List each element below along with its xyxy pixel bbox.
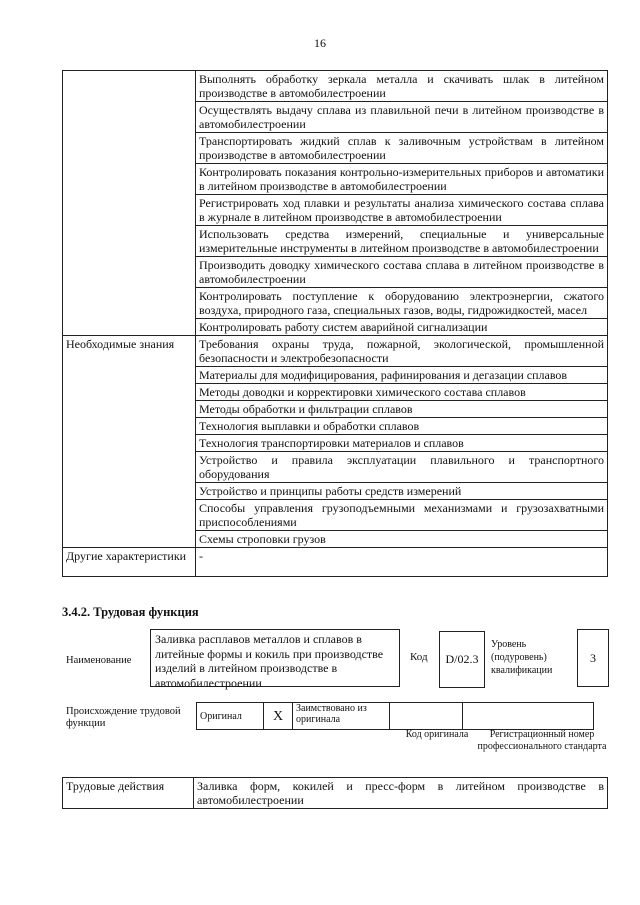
labor-actions-label-cell xyxy=(63,71,196,336)
knowledge-cell: Схемы строповки грузов xyxy=(196,531,608,548)
knowledge-cell: Технология транспортировки материалов и сплавов xyxy=(196,435,608,452)
knowledge-cell: Технология выплавки и обработки сплавов xyxy=(196,418,608,435)
table-row xyxy=(63,778,608,809)
actions-table xyxy=(62,777,608,809)
original-mark: X xyxy=(264,703,293,730)
origin-code-cell xyxy=(390,703,463,730)
section-title: 3.4.2. Трудовая функция xyxy=(62,605,199,619)
name-value-box: Заливка расплавов металлов и сплавов в литейные формы и кокиль при производстве изделий в литейном производстве в автомобилестроении xyxy=(150,629,400,687)
origin-table xyxy=(196,702,594,730)
code-value-box: D/02.3 xyxy=(439,631,485,688)
borrowed-label: Заимствовано из оригинала xyxy=(293,703,390,730)
knowledge-cell: Устройство и правила эксплуатации плавильного и транспортного оборудования xyxy=(196,452,608,483)
labor-action-cell: Контролировать поступление к оборудованию электроэнергии, сжатого воздуха, природного газа, специальных газов, воды, гидрожидкостей, масел xyxy=(196,288,608,319)
table-row xyxy=(197,703,594,730)
origin-label: Происхождение трудовой функции xyxy=(66,706,181,729)
other-characteristics-label: Другие характеристики xyxy=(63,548,196,577)
table-row xyxy=(63,71,608,102)
labor-action-cell: Использовать средства измерений, специальные и универсальные измерительные инструменты в литейном производстве в автомобилестроении xyxy=(196,226,608,257)
knowledge-cell: Устройство и принципы работы средств измерений xyxy=(196,483,608,500)
competency-table xyxy=(62,70,608,577)
knowledge-label: Необходимые знания xyxy=(63,336,196,548)
labor-action-cell: Производить доводку химического состава сплава в литейном производстве в автомобилестроении xyxy=(196,257,608,288)
knowledge-cell: Методы доводки и корректировки химического состава сплавов xyxy=(196,384,608,401)
other-characteristics-value: - xyxy=(196,548,608,577)
knowledge-cell: Материалы для модифицирования, рафинирования и дегазации сплавов xyxy=(196,367,608,384)
qualification-level-label: Уровень (подуровень) квалификации xyxy=(491,639,553,676)
page-number: 16 xyxy=(314,36,326,50)
labor-action-cell: Выполнять обработку зеркала металла и скачивать шлак в литейном производстве в автомобилестроении xyxy=(196,71,608,102)
knowledge-cell: Требования охраны труда, пожарной, экологической, промышленной безопасности и электробезопасности xyxy=(196,336,608,367)
origin-code-label: Код оригинала xyxy=(405,729,469,740)
original-label: Оригинал xyxy=(197,703,264,730)
labor-action-cell: Контролировать показания контрольно-измерительных приборов и автоматики в литейном производстве в автомобилестроении xyxy=(196,164,608,195)
reg-number-label: Регистрационный номер профессионального стандарта xyxy=(477,729,607,752)
name-label: Наименование xyxy=(66,655,132,666)
table-row xyxy=(63,336,608,367)
labor-action-cell: Контролировать работу систем аварийной сигнализации xyxy=(196,319,608,336)
action-cell: Заливка форм, кокилей и пресс-форм в литейном производстве в автомобилестроении xyxy=(194,778,608,809)
actions-label: Трудовые действия xyxy=(63,778,194,809)
table-row xyxy=(63,548,608,577)
knowledge-cell: Методы обработки и фильтрации сплавов xyxy=(196,401,608,418)
code-label: Код xyxy=(410,651,428,663)
labor-action-cell: Транспортировать жидкий сплав к заливочным устройствам в литейном производстве в автомобилестроении xyxy=(196,133,608,164)
labor-action-cell: Осуществлять выдачу сплава из плавильной печи в литейном производстве в автомобилестроении xyxy=(196,102,608,133)
qualification-level-box: 3 xyxy=(577,629,609,687)
labor-action-cell: Регистрировать ход плавки и результаты анализа химического состава сплава в журнале в литейном производстве в автомобилестроении xyxy=(196,195,608,226)
reg-number-cell xyxy=(463,703,594,730)
knowledge-cell: Способы управления грузоподъемными механизмами и грузозахватными приспособлениями xyxy=(196,500,608,531)
